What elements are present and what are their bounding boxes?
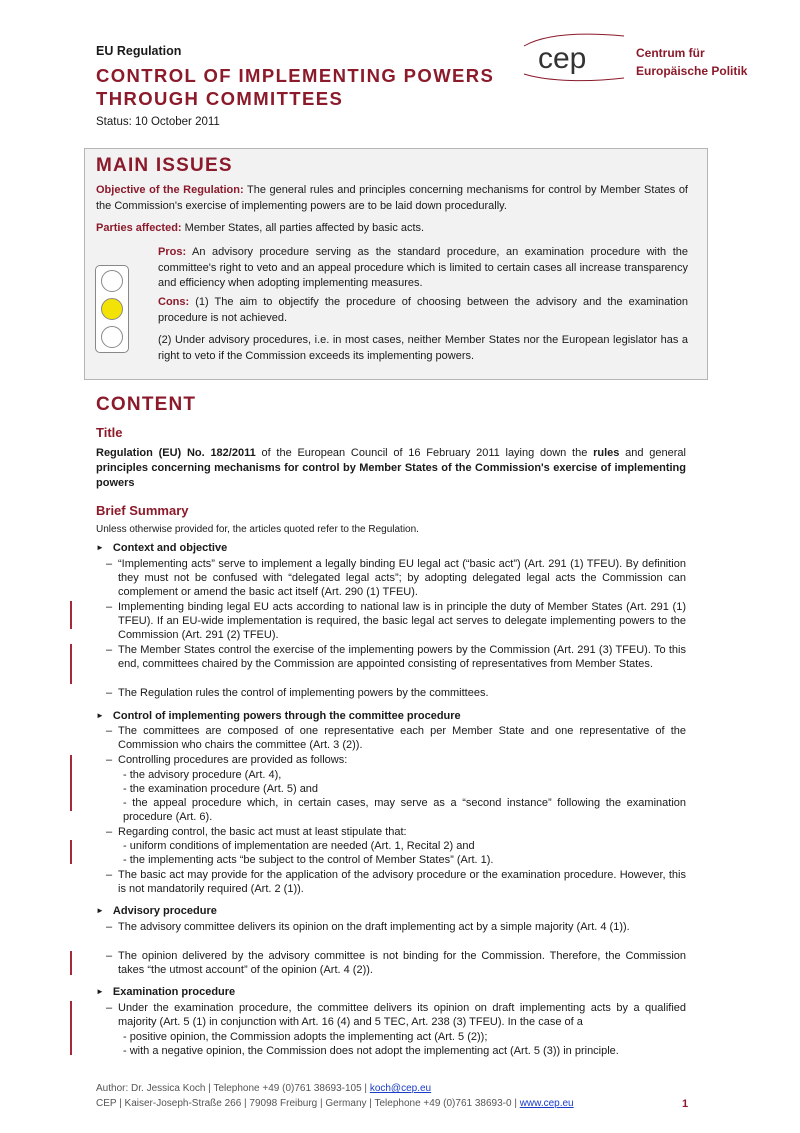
- sub-list-item: - the advisory procedure (Art. 4),: [123, 769, 282, 781]
- change-bar: [70, 644, 72, 684]
- objective-text: The general rules and principles concerning mechanisms for control by Member States of the Commission's exercise of implementing powers are to be laid down procedurally.: [96, 184, 688, 212]
- section-heading-control: ► Control of implementing powers through the committee procedure: [96, 710, 461, 722]
- traffic-light-red-lamp: [101, 270, 123, 292]
- section-heading-advisory: ► Advisory procedure: [96, 905, 217, 917]
- traffic-light-green-lamp: [101, 326, 123, 348]
- org-name: [636, 44, 747, 80]
- cons-label: Cons:: [158, 296, 190, 308]
- pros-text: An advisory procedure serving as the standard procedure, an examination procedure with the committee's right to veto and an appeal procedure which is limited to certain cases all increase transparency and efficiency when adopting implementing measures.: [158, 246, 688, 289]
- footer-author-line: Author: Dr. Jessica Koch | Telephone +49 (0)761 38693-105 | koch@cep.eu: [96, 1083, 432, 1094]
- title-regulation-ref: Regulation (EU) No. 182/2011: [96, 447, 256, 459]
- summary-heading: Brief Summary: [96, 503, 189, 518]
- sub-list-item: - positive opinion, the Commission adopts the implementing act (Art. 5 (2));: [123, 1031, 488, 1043]
- title-heading: Title: [96, 425, 123, 440]
- website-link[interactable]: www.cep.eu: [519, 1098, 574, 1109]
- document-status: Status: 10 October 2011: [96, 116, 220, 128]
- cons-paragraph-2: (2) Under advisory procedures, i.e. in most cases, neither Member States nor the European legislator has a right to veto if the Commission exceeds its implementing powers.: [158, 334, 688, 362]
- change-bar: [70, 601, 72, 629]
- cep-logo-text: cep: [538, 42, 587, 75]
- traffic-light-yellow-lamp-active: [101, 298, 123, 320]
- list-item: – The basic act may provide for the application of the advisory procedure or the examination procedure. However, this is not mandatorily required (Art. 2 (1)).: [106, 869, 686, 896]
- list-item: – Controlling procedures are provided as follows:: [106, 754, 348, 766]
- cons-paragraph: [158, 295, 688, 326]
- list-item: – The Member States control the exercise of the implementing powers by the Commission (Art. 291 (3) TFEU). To this end, committees chaired by the Commission are appointed consisting of representatives from Member States.: [106, 644, 686, 671]
- change-bar: [70, 1001, 72, 1055]
- sub-list-item: - the implementing acts “be subject to the control of Member States” (Art. 1).: [123, 854, 494, 866]
- main-issues-heading: MAIN ISSUES: [96, 155, 233, 176]
- page-number: 1: [682, 1098, 689, 1110]
- author-email-link[interactable]: koch@cep.eu: [369, 1083, 432, 1094]
- sub-list-item: - the examination procedure (Art. 5) and: [123, 783, 319, 795]
- cons-text: (1) The aim to objectify the procedure of choosing between the advisory and the examination procedure is not achieved.: [158, 296, 688, 324]
- traffic-light-icon: [95, 265, 129, 353]
- list-item: – The Regulation rules the control of implementing powers by the committees.: [106, 687, 489, 699]
- title-text-2: and general: [619, 447, 686, 459]
- main-issues-box: [84, 148, 708, 380]
- title-text-rules: rules: [593, 447, 620, 459]
- list-item: – Under the examination procedure, the committee delivers its opinion on draft implementing acts by a qualified majority (Art. 5 (1) in conjunction with Art. 16 (4) and 5 TEC, Art. 238 (3) TFEU). In the case of a: [106, 1002, 686, 1029]
- pros-label: Pros:: [158, 246, 187, 258]
- parties-text: Member States, all parties affected by basic acts.: [181, 222, 425, 234]
- objective-label: Objective of the Regulation:: [96, 184, 244, 196]
- change-bar: [70, 840, 72, 864]
- title-text-1: of the European Council of 16 February 2011 laying down the: [255, 447, 594, 459]
- content-heading: CONTENT: [96, 394, 197, 415]
- org-name-line1: Centrum für: [636, 46, 705, 60]
- document-title: CONTROL OF IMPLEMENTING POWERS THROUGH COMMITTEES: [96, 65, 495, 109]
- parties-label: Parties affected:: [96, 222, 182, 234]
- section-heading-context: ► Context and objective: [96, 542, 227, 554]
- list-item: – The opinion delivered by the advisory committee is not binding for the Commission. Therefore, the Commission takes “the utmost account” of the opinion (Art. 4 (2)).: [106, 950, 686, 977]
- footer-address-line: CEP | Kaiser-Joseph-Straße 266 | 79098 Freiburg | Germany | Telephone +49 (0)761 38693-0 | www.cep.eu: [96, 1098, 574, 1109]
- parties-paragraph: [96, 221, 688, 237]
- title-paragraph: [96, 446, 686, 491]
- summary-note: Unless otherwise provided for, the articles quoted refer to the Regulation.: [96, 524, 419, 535]
- list-item: – Implementing binding legal EU acts according to national law is in principle the duty of Member States (Art. 291 (1) TFEU). If an EU-wide implementation is required, the basic legal act serves to delegate implementing powers to the Commission (Art. 291 (2) TFEU).: [106, 601, 686, 642]
- cep-logo: [520, 32, 630, 84]
- title-text-principles: principles concerning mechanisms for control by Member States of the Commission's exercise of implementing powers: [96, 462, 686, 489]
- section-heading-examination: ► Examination procedure: [96, 986, 235, 998]
- list-item: – “Implementing acts” serve to implement a legally binding EU legal act (“basic act”) (Art. 291 (1) TFEU). By definition they must not be confused with “delegated legal acts”; by adopting delegated legal acts the Commission can complement or amend the basic act itself (Art. 290 (1) TFEU).: [106, 558, 686, 599]
- sub-list-item: - the appeal procedure which, in certain cases, may serve as a “second instance” following the examination procedure (Art. 6).: [123, 797, 686, 824]
- list-item: – The advisory committee delivers its opinion on the draft implementing act by a simple majority (Art. 4 (1)).: [106, 921, 630, 933]
- sub-list-item: - with a negative opinion, the Commission does not adopt the implementing act (Art. 5 (3)) in principle.: [123, 1045, 619, 1057]
- change-bar: [70, 755, 72, 811]
- pros-paragraph: [158, 245, 688, 292]
- change-bar: [70, 951, 72, 975]
- list-item: – The committees are composed of one representative each per Member State and one representative of the Commission who chairs the committee (Art. 3 (2)).: [106, 725, 686, 752]
- objective-paragraph: [96, 183, 688, 214]
- org-name-line2: Europäische Politik: [636, 64, 748, 78]
- document-kicker: EU Regulation: [96, 44, 182, 58]
- sub-list-item: - uniform conditions of implementation are needed (Art. 1, Recital 2) and: [123, 840, 475, 852]
- list-item: – Regarding control, the basic act must at least stipulate that:: [106, 826, 407, 838]
